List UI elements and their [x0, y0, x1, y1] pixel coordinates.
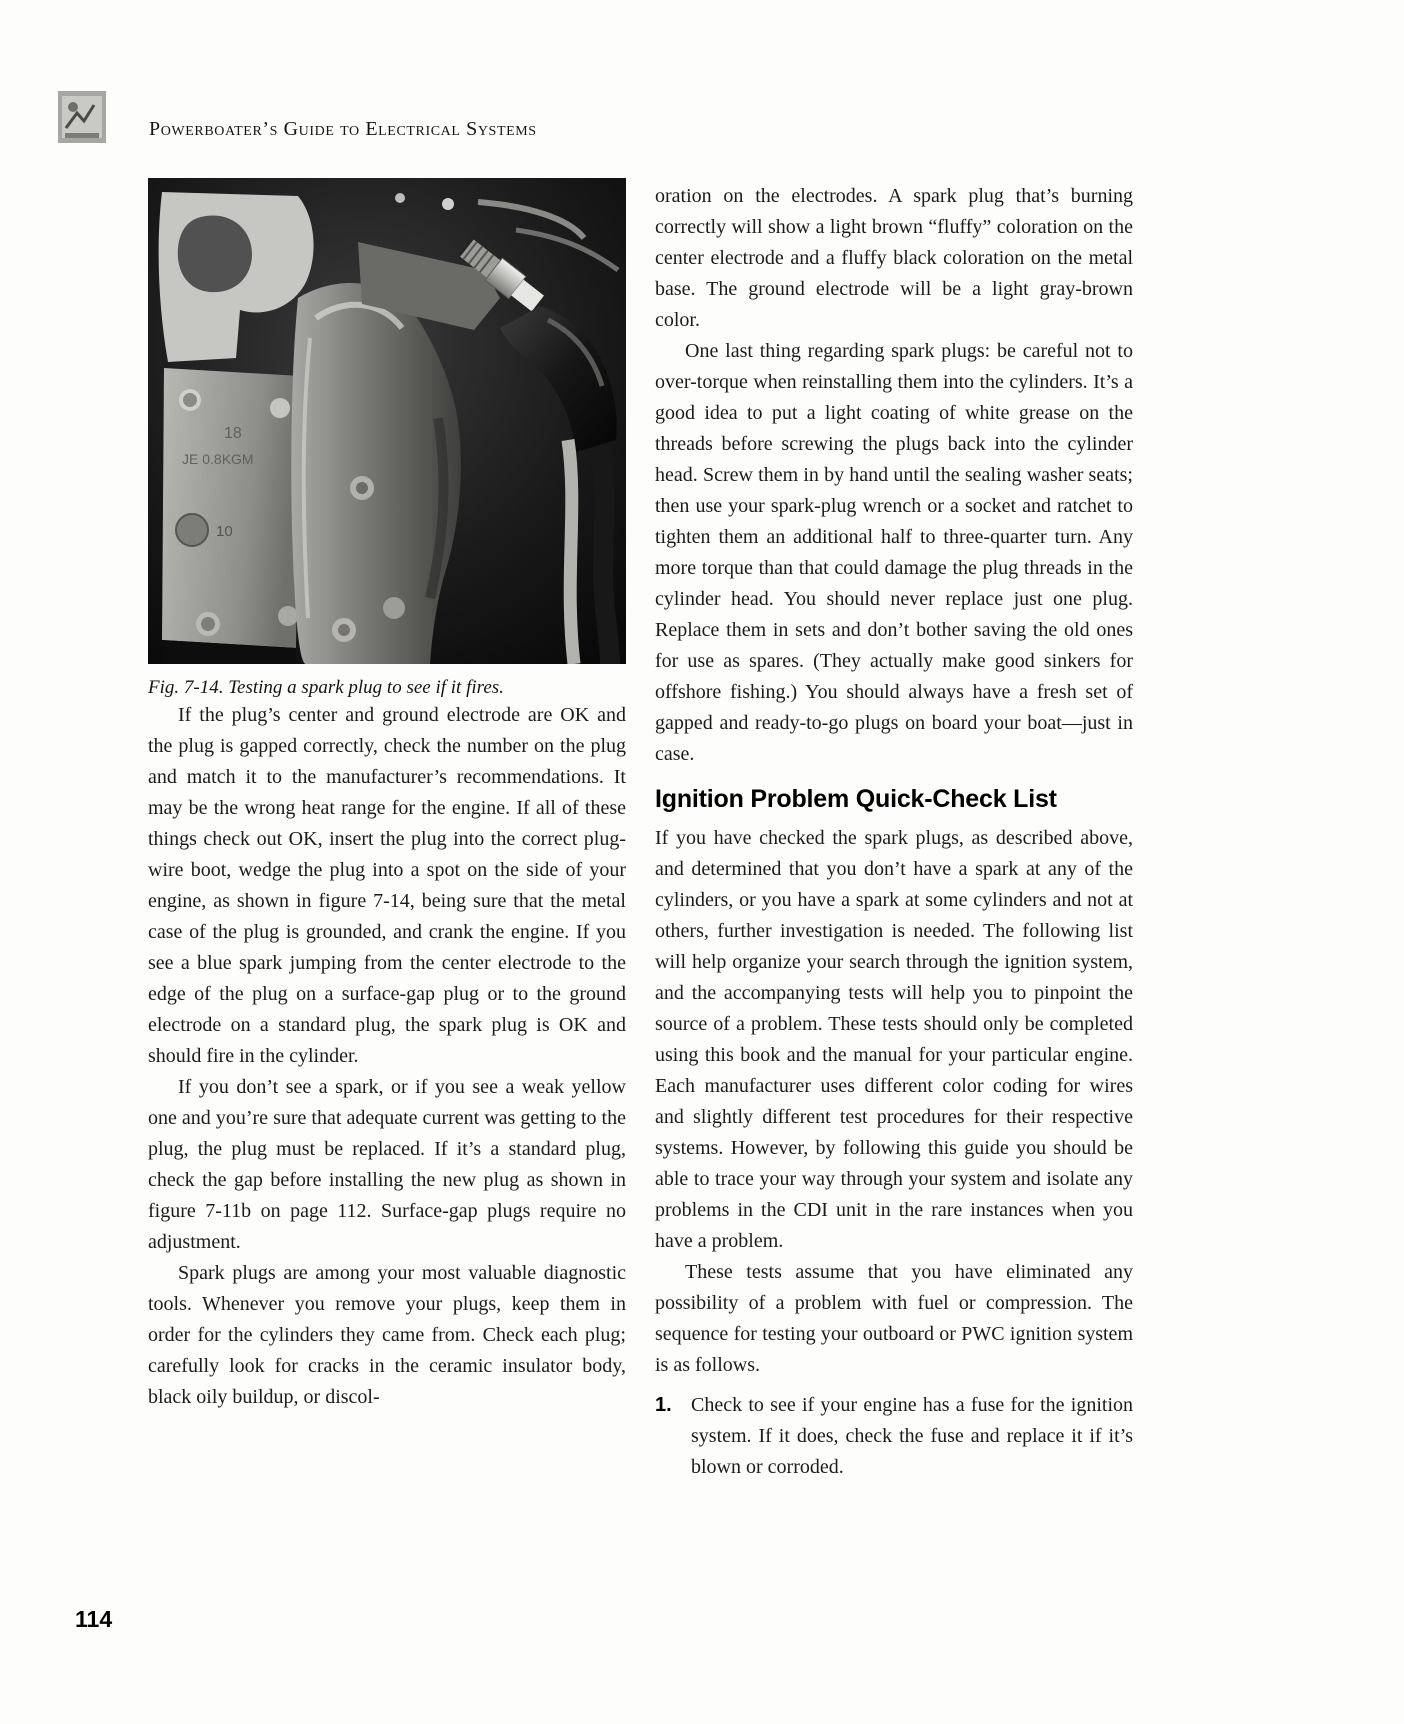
paragraph: If you have checked the spark plugs, as described above, and determined that you don’t have a spark at any of the cylinders, or you have a spark at some cylinders and not at others, further investigation is needed. The following list will help organize your search through the ignition system, and the accompanying tests will help you to pinpoint the source of a problem. These tests should only be completed using this book and the manual for your particular engine. Each manufacturer uses different color coding for wires and slightly different test procedures for their respective systems. However, by following this guide you should be able to trace your way through your system and isolate any problems in the CDI unit in the rare instances when you have a problem.: [655, 827, 1133, 1252]
paragraph: These tests assume that you have eliminated any possibility of a problem with fuel or compression. The sequence for testing your outboard or PWC ignition system is as follows.: [655, 1261, 1133, 1376]
photo-stamp-18: 18: [224, 425, 242, 442]
list-number: 1.: [655, 1394, 672, 1416]
section-heading: Ignition Problem Quick-Check List: [655, 785, 1057, 813]
right-column: [655, 181, 1133, 1483]
page-number: 114: [75, 1606, 113, 1632]
list-item: [655, 1390, 1133, 1483]
running-head: Powerboater’s Guide to Electrical Systems: [149, 118, 537, 140]
paragraph: If the plug’s center and ground electrode are OK and the plug is gapped correctly, check the number on the plug and match it to the manufacturer’s recommendations. It may be the wrong heat range for the engine. If all of these things check out OK, insert the plug into the correct plug-wire boot, wedge the plug into a spot on the side of your engine, as shown in figure 7-14, being sure that the metal case of the plug is grounded, and crank the engine. If you see a blue spark jumping from the center electrode to the edge of the plug on a surface-gap plug or to the ground electrode on a standard plug, the spark plug is OK and should fire in the cylinder.: [148, 704, 626, 1067]
figure-caption: Fig. 7-14. Testing a spark plug to see if it fires.: [148, 677, 504, 698]
photo-stamp-code: JE 0.8KGM: [182, 451, 254, 467]
photo-stamp-10: 10: [216, 523, 233, 540]
paragraph: One last thing regarding spark plugs: be careful not to over-torque when reinstalling them into the cylinders. It’s a good idea to put a light coating of white grease on the threads before screwing the plugs back into the cylinder head. Screw them in by hand until the sealing washer seats; then use your spark-plug wrench or a socket and ratchet to tighten them an additional half to three-quarter turn. Any more torque than that could damage the plug threads in the cylinder head. You should never replace just one plug. Replace them in sets and don’t bother saving the old ones for use as spares. (They actually make good sinkers for offshore fishing.) You should always have a fresh set of gapped and ready-to-go plugs on board your boat—just in case.: [655, 340, 1133, 765]
paragraph: oration on the electrodes. A spark plug that’s burning correctly will show a light brown “fluffy” coloration on the center electrode and a fluffy black coloration on the metal base. The ground electrode will be a light gray-brown color.: [655, 185, 1133, 331]
paragraph: Spark plugs are among your most valuable diagnostic tools. Whenever you remove your plugs, keep them in order for the cylinders they came from. Check each plug; carefully look for cracks in the ceramic insulator body, black oily buildup, or discol-: [148, 1262, 626, 1408]
figure-7-14: [148, 178, 626, 700]
chapter-thumbnail-icon: [57, 90, 107, 144]
left-column: [148, 178, 626, 1413]
engine-spark-plug-photo: [148, 178, 626, 664]
paragraph: If you don’t see a spark, or if you see a weak yellow one and you’re sure that adequate current was getting to the plug, the plug must be replaced. If it’s a standard plug, check the gap before installing the new plug as shown in figure 7-11b on page 112. Surface-gap plugs require no adjustment.: [148, 1076, 626, 1253]
list-text: Check to see if your engine has a fuse for the ignition system. If it does, check the fuse and replace it if it’s blown or corroded.: [691, 1394, 1133, 1478]
